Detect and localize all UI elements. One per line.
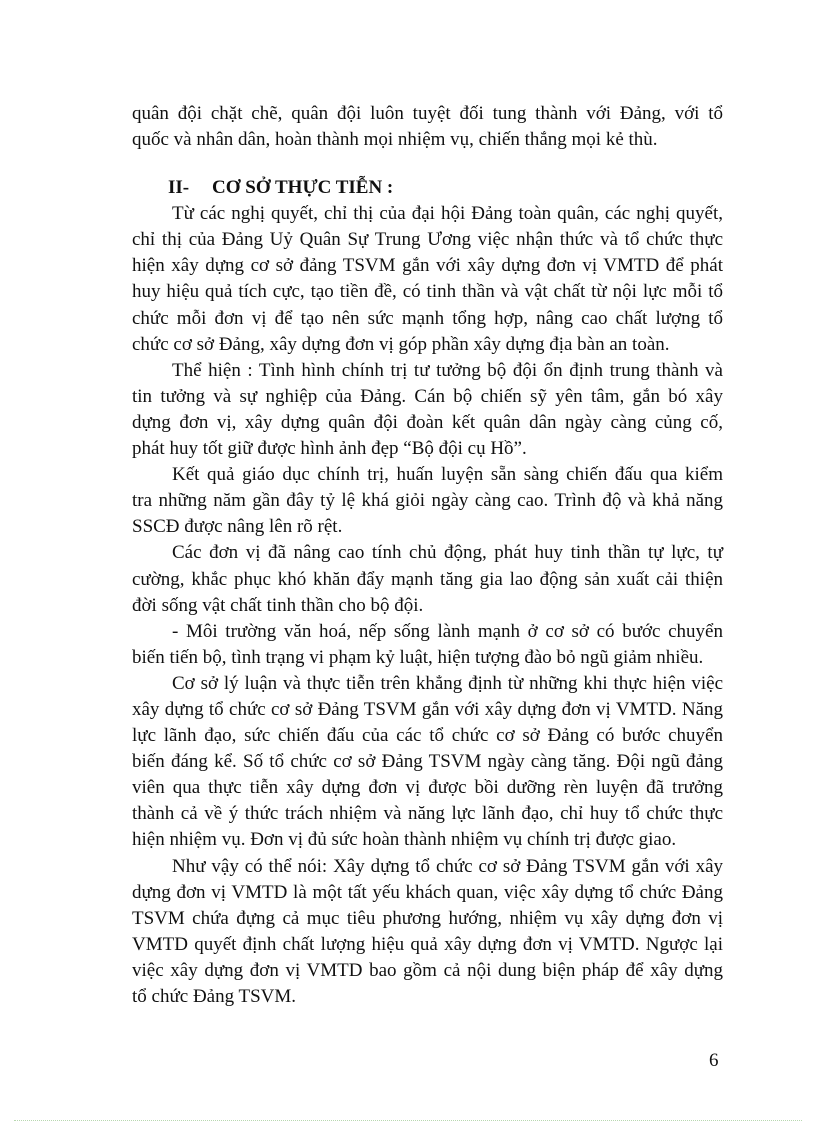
text-line: SSCĐ được nâng lên rõ rệt. bbox=[132, 516, 343, 538]
text-line: cường, khắc phục khó khăn đẩy mạnh tăng gia lao động sản xuất cải thiện bbox=[132, 568, 723, 590]
text-line: tra những năm gần đây tỷ lệ khá giỏi ngày càng cao. Trình độ và khả năng bbox=[132, 490, 723, 512]
text-line: Từ các nghị quyết, chỉ thị của đại hội Đảng toàn quân, các nghị quyết, bbox=[172, 203, 723, 225]
text-line: quân đội chặt chẽ, quân đội luôn tuyệt đối tung thành với Đảng, với tổ bbox=[132, 103, 723, 124]
intro-paragraphs bbox=[132, 101, 723, 153]
text-line: thành cả về ý thức trách nhiệm và năng lực lãnh đạo, chỉ huy tổ chức thực bbox=[132, 803, 723, 825]
text-line: đời sống vật chất tinh thần cho bộ đội. bbox=[132, 594, 424, 616]
text-line: chỉ thị của Đảng Uỷ Quân Sự Trung Ương việc nhận thức và tổ chức thực bbox=[132, 229, 723, 251]
text-line: lực lãnh đạo, sức chiến đấu của các tổ chức cơ sở Đảng có bước chuyển bbox=[132, 725, 723, 747]
text-line: Cơ sở lý luận và thực tiễn trên khẳng định từ những khi thực hiện việc bbox=[172, 672, 723, 694]
text-line: quốc và nhân dân, hoàn thành mọi nhiệm vụ, chiến thắng mọi kẻ thù. bbox=[132, 129, 658, 151]
text-line: - Môi trường văn hoá, nếp sống lành mạnh ở cơ sở có bước chuyển bbox=[172, 620, 723, 642]
text-line: Kết quả giáo dục chính trị, huấn luyện sẵn sàng chiến đấu qua kiểm bbox=[172, 464, 723, 486]
paragraph bbox=[132, 854, 723, 1011]
text-line: hiện xây dựng cơ sở đảng TSVM gắn với xây dựng đơn vị VMTD để phát bbox=[132, 255, 723, 277]
text-line: VMTD quyết định chất lượng hiệu quả xây dựng đơn vị VMTD. Ngược lại bbox=[132, 933, 723, 955]
text-line: dựng đơn vị, xây dựng quân đội đoàn kết quân dân ngày càng củng cố, bbox=[132, 411, 723, 433]
page-number: 6 bbox=[709, 1050, 719, 1071]
text-line: biến đáng kể. Số tổ chức cơ sở Đảng TSVM ngày càng tăng. Đội ngũ đảng bbox=[132, 751, 723, 773]
paragraph bbox=[132, 540, 723, 618]
paragraph bbox=[132, 462, 723, 540]
text-line: tổ chức Đảng TSVM. bbox=[132, 986, 297, 1007]
text-line: biến tiến bộ, tình trạng vi phạm kỷ luật, hiện tượng đào bỏ ngũ giảm nhiều. bbox=[132, 646, 704, 668]
section-title: CƠ SỞ THỰC TIỄN : bbox=[212, 177, 394, 199]
text-line: Như vậy có thể nói: Xây dựng tổ chức cơ sở Đảng TSVM gắn với xây bbox=[172, 855, 723, 877]
footer-divider bbox=[14, 1120, 802, 1121]
text-line: chức cơ sở Đảng, xây dựng đơn vị góp phần xây dựng địa bàn an toàn. bbox=[132, 333, 670, 355]
section-number: II- bbox=[168, 177, 190, 199]
paragraph bbox=[132, 619, 723, 671]
paragraph bbox=[132, 101, 723, 153]
text-line: Thể hiện : Tình hình chính trị tư tưởng bộ đội ổn định trung thành và bbox=[172, 359, 723, 381]
text-line: việc xây dựng đơn vị VMTD bao gồm cả nội dung biện pháp để xây dựng bbox=[132, 959, 723, 981]
text-line: tin tưởng và sự nghiệp của Đảng. Cán bộ chiến sỹ yên tâm, gắn bó xây bbox=[132, 385, 723, 407]
section-heading bbox=[132, 175, 723, 201]
text-line: dựng đơn vị VMTD là một tất yếu khách quan, việc xây dựng tổ chức Đảng bbox=[132, 881, 723, 903]
paragraph bbox=[132, 201, 723, 358]
text-line: Các đơn vị đã nâng cao tính chủ động, phát huy tinh thần tự lực, tự bbox=[172, 542, 723, 564]
text-line: chức mỗi đơn vị để tạo nên sức mạnh tổng hợp, nâng cao chất lượng tổ bbox=[132, 307, 723, 329]
text-line: hiện nhiệm vụ. Đơn vị đủ sức hoàn thành nhiệm vụ chính trị được giao. bbox=[132, 829, 677, 851]
text-line: phát huy tốt giữ được hình ảnh đẹp “Bộ đội cụ Hồ”. bbox=[132, 438, 527, 460]
text-line: TSVM chứa đựng cả mục tiêu phương hướng, nhiệm vụ xây dựng đơn vị bbox=[132, 907, 723, 929]
text-line: viên qua thực tiễn xây dựng đơn vị được bồi dưỡng rèn luyện đã trưởng bbox=[132, 777, 723, 799]
text-line: huy hiệu quả tích cực, tạo tiền đề, có tinh thần và vật chất từ nội lực mỗi tổ bbox=[132, 281, 723, 303]
section-paragraphs bbox=[132, 201, 723, 1010]
paragraph bbox=[132, 671, 723, 854]
document-body bbox=[132, 101, 723, 1010]
text-line: xây dựng tổ chức cơ sở Đảng TSVM gắn với xây dựng đơn vị VMTD. Năng bbox=[132, 698, 723, 720]
paragraph bbox=[132, 358, 723, 462]
